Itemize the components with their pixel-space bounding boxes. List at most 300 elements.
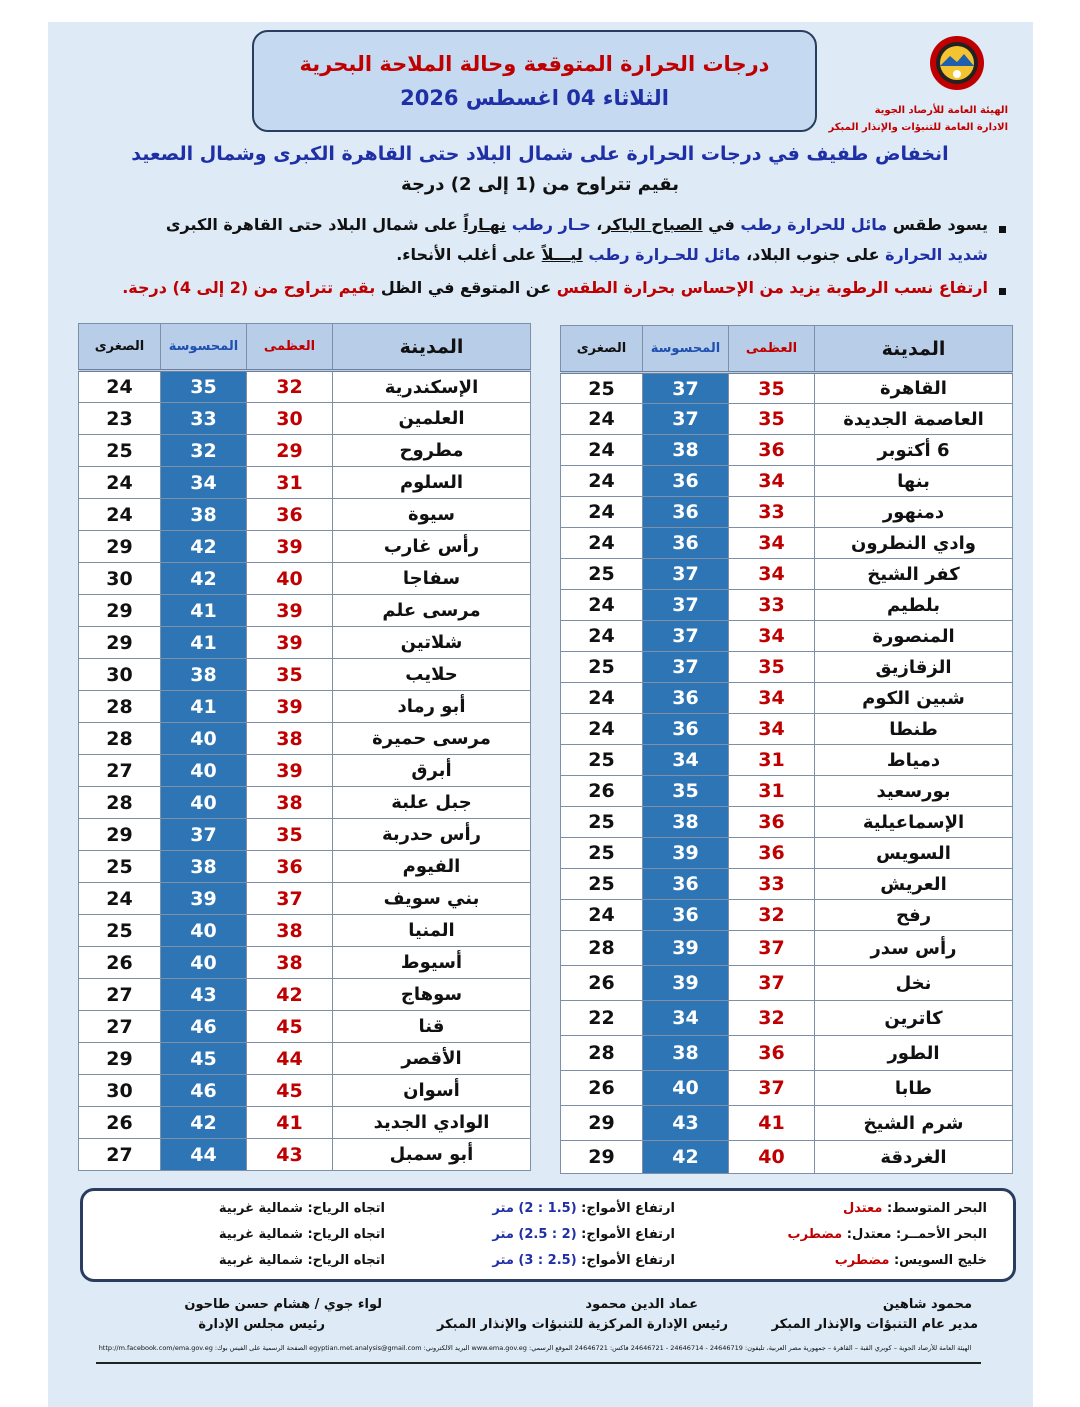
sea-state: معتدل (851, 1227, 892, 1242)
table-body (561, 373, 1013, 1174)
city-cell: الأقصر (333, 1043, 531, 1075)
table-row (561, 1106, 1013, 1141)
marine-wind-suez: اتجاه الرياح: شمالية غربية (218, 1253, 385, 1268)
header-max: العظمى (729, 326, 815, 373)
city-cell: أبرق (333, 755, 531, 787)
feels-like-cell: 38 (161, 851, 247, 883)
feels-like-cell: 36 (643, 528, 729, 559)
max-temp-cell: 45 (247, 1011, 333, 1043)
signature-name-1: محمود شاهين (882, 1297, 972, 1312)
feels-like-cell: 34 (643, 1001, 729, 1036)
feels-like-cell: 36 (643, 869, 729, 900)
min-temp-cell: 24 (561, 714, 643, 745)
max-temp-cell: 37 (729, 966, 815, 1001)
min-temp-cell: 24 (79, 499, 161, 531)
feels-like-cell: 38 (643, 1036, 729, 1071)
feels-like-cell: 37 (643, 373, 729, 404)
bullet-text: مائل للحرارة رطب (740, 215, 888, 234)
sea-label: خليج السويس: (889, 1253, 987, 1268)
table-row (561, 776, 1013, 807)
max-temp-cell: 44 (247, 1043, 333, 1075)
feels-like-cell: 39 (643, 931, 729, 966)
table-row (561, 900, 1013, 931)
bullet-line-1 (166, 215, 988, 234)
feels-like-cell: 40 (161, 947, 247, 979)
max-temp-cell: 38 (247, 723, 333, 755)
min-temp-cell: 28 (561, 931, 643, 966)
city-cell: وادي النطرون (815, 528, 1013, 559)
table-row (561, 1036, 1013, 1071)
city-cell: جبل علبة (333, 787, 531, 819)
feels-like-cell: 38 (643, 807, 729, 838)
sea-state-2: مضطرب (834, 1253, 890, 1268)
marine-conditions-box (80, 1188, 1016, 1282)
max-temp-cell: 35 (729, 404, 815, 435)
feels-like-cell: 35 (643, 776, 729, 807)
table-row (561, 966, 1013, 1001)
feels-like-cell: 37 (643, 559, 729, 590)
table-row (79, 403, 531, 435)
min-temp-cell: 29 (79, 531, 161, 563)
max-temp-cell: 40 (247, 563, 333, 595)
feels-like-cell: 42 (161, 1107, 247, 1139)
feels-like-cell: 36 (643, 497, 729, 528)
city-cell: نخل (815, 966, 1013, 1001)
bullet-marker (999, 226, 1006, 233)
city-cell: سيوة (333, 499, 531, 531)
city-cell: العريش (815, 869, 1013, 900)
min-temp-cell: 24 (561, 435, 643, 466)
signature-title-2: رئيس الإدارة المركزية للتنبؤات والإنذار المبكر (437, 1317, 728, 1332)
waves-value: (2 : 2.5) متر (492, 1227, 577, 1242)
bullet-text: على أغلب الأنحاء. (396, 245, 542, 264)
bullet-marker (999, 288, 1006, 295)
table-row (561, 528, 1013, 559)
bullet-text: في (702, 215, 741, 234)
city-cell: أسيوط (333, 947, 531, 979)
city-cell: بورسعيد (815, 776, 1013, 807)
table-row (79, 627, 531, 659)
waves-label: ارتفاع الأمواج: (576, 1227, 675, 1242)
city-cell: الإسماعيلية (815, 807, 1013, 838)
table-row (79, 819, 531, 851)
min-temp-cell: 29 (561, 1141, 643, 1174)
max-temp-cell: 37 (729, 1071, 815, 1106)
city-cell: دمياط (815, 745, 1013, 776)
city-cell: الفيوم (333, 851, 531, 883)
bullet-text: شديد الحرارة (885, 245, 988, 264)
city-cell: السلوم (333, 467, 531, 499)
bullet-text: ارتفاع نسب الرطوبة يزيد من الإحساس بحرارة الطقس (556, 278, 988, 297)
table-row (79, 947, 531, 979)
min-temp-cell: 25 (561, 807, 643, 838)
min-temp-cell: 25 (79, 435, 161, 467)
feels-like-cell: 41 (161, 627, 247, 659)
feels-like-cell: 37 (643, 590, 729, 621)
feels-like-cell: 34 (161, 467, 247, 499)
sea-state: معتدل (842, 1201, 883, 1216)
bullet-text: ليـــلاً (541, 245, 583, 264)
bullet-text: بقيم تتراوح من (2 إلى 4) درجة. (122, 278, 376, 297)
city-cell: حلايب (333, 659, 531, 691)
bullet-text: عن المتوقع في الظل (375, 278, 557, 297)
city-cell: كفر الشيخ (815, 559, 1013, 590)
min-temp-cell: 24 (79, 467, 161, 499)
city-cell: الإسكندرية (333, 371, 531, 403)
feels-like-cell: 36 (643, 900, 729, 931)
table-row (79, 1075, 531, 1107)
city-cell: العلمين (333, 403, 531, 435)
temperature-table-right (560, 325, 1013, 1174)
max-temp-cell: 32 (729, 1001, 815, 1036)
signature-name-2: عماد الدين محمود (585, 1297, 698, 1312)
header-feel: المحسوسة (643, 326, 729, 373)
sea-label: البحر المتوسط: (882, 1201, 987, 1216)
table-row (79, 371, 531, 403)
table-row (561, 869, 1013, 900)
table-row (79, 1011, 531, 1043)
city-cell: القاهرة (815, 373, 1013, 404)
min-temp-cell: 26 (79, 947, 161, 979)
max-temp-cell: 35 (247, 819, 333, 851)
max-temp-cell: 36 (729, 807, 815, 838)
table-row (561, 683, 1013, 714)
min-temp-cell: 27 (79, 755, 161, 787)
feels-like-cell: 34 (643, 745, 729, 776)
bullet-text: ، (590, 215, 603, 234)
feels-like-cell: 37 (643, 652, 729, 683)
marine-sea-suez (835, 1253, 987, 1268)
max-temp-cell: 33 (729, 590, 815, 621)
bulletin-date: الثلاثاء 04 اغسطس 2026 (400, 86, 669, 110)
city-cell: رفح (815, 900, 1013, 931)
city-cell: الطور (815, 1036, 1013, 1071)
feels-like-cell: 41 (161, 595, 247, 627)
feels-like-cell: 44 (161, 1139, 247, 1171)
feels-like-cell: 38 (643, 435, 729, 466)
feels-like-cell: 46 (161, 1011, 247, 1043)
table-row (561, 404, 1013, 435)
max-temp-cell: 39 (247, 691, 333, 723)
table-row (79, 467, 531, 499)
feels-like-cell: 42 (161, 563, 247, 595)
bullet-text: مائل للحـرارة رطب (588, 245, 741, 264)
min-temp-cell: 30 (79, 563, 161, 595)
max-temp-cell: 40 (729, 1141, 815, 1174)
feels-like-cell: 39 (643, 966, 729, 1001)
table-row (79, 723, 531, 755)
min-temp-cell: 25 (561, 373, 643, 404)
min-temp-cell: 29 (79, 819, 161, 851)
feels-like-cell: 43 (643, 1106, 729, 1141)
max-temp-cell: 34 (729, 621, 815, 652)
city-cell: مطروح (333, 435, 531, 467)
max-temp-cell: 39 (247, 627, 333, 659)
header-city: المدينة (815, 326, 1013, 373)
min-temp-cell: 26 (561, 966, 643, 1001)
feels-like-cell: 37 (643, 621, 729, 652)
table-row (79, 563, 531, 595)
city-cell: رأس غارب (333, 531, 531, 563)
table-row (79, 755, 531, 787)
feels-like-cell: 40 (161, 755, 247, 787)
city-cell: العاصمة الجديدة (815, 404, 1013, 435)
max-temp-cell: 42 (247, 979, 333, 1011)
max-temp-cell: 39 (247, 595, 333, 627)
forecast-subline: بقيم تتراوح من (1 إلى 2) درجة (401, 174, 679, 195)
city-cell: المنيا (333, 915, 531, 947)
city-cell: طنطا (815, 714, 1013, 745)
forecast-headline: انخفاض طفيف في درجات الحرارة على شمال البلاد حتى القاهرة الكبرى وشمال الصعيد (131, 143, 949, 165)
city-cell: الغردقة (815, 1141, 1013, 1174)
max-temp-cell: 38 (247, 787, 333, 819)
feels-like-cell: 39 (161, 883, 247, 915)
city-cell: سفاجا (333, 563, 531, 595)
max-temp-cell: 36 (729, 838, 815, 869)
signature-title-3: رئيس مجلس الإدارة (198, 1317, 325, 1332)
city-cell: مرسى علم (333, 595, 531, 627)
marine-sea-med (843, 1201, 987, 1216)
table-row (561, 590, 1013, 621)
table-row (561, 931, 1013, 966)
min-temp-cell: 24 (561, 900, 643, 931)
feels-like-cell: 39 (643, 838, 729, 869)
table-row (79, 915, 531, 947)
min-temp-cell: 30 (79, 659, 161, 691)
table-row (561, 435, 1013, 466)
feels-like-cell: 33 (161, 403, 247, 435)
min-temp-cell: 25 (561, 559, 643, 590)
min-temp-cell: 26 (561, 1071, 643, 1106)
feels-like-cell: 40 (161, 787, 247, 819)
ema-logo-icon (928, 34, 986, 92)
table-row (79, 595, 531, 627)
max-temp-cell: 35 (729, 373, 815, 404)
marine-waves-med (492, 1201, 675, 1216)
min-temp-cell: 24 (561, 528, 643, 559)
city-cell: أسوان (333, 1075, 531, 1107)
min-temp-cell: 28 (561, 1036, 643, 1071)
max-temp-cell: 31 (247, 467, 333, 499)
feels-like-cell: 41 (161, 691, 247, 723)
bullet-text: الصباح الباكر (602, 215, 703, 234)
min-temp-cell: 30 (79, 1075, 161, 1107)
min-temp-cell: 24 (561, 404, 643, 435)
max-temp-cell: 36 (247, 499, 333, 531)
feels-like-cell: 43 (161, 979, 247, 1011)
min-temp-cell: 24 (79, 883, 161, 915)
bullet-text: حـار رطب (511, 215, 591, 234)
table-row (79, 787, 531, 819)
city-cell: الزقازيق (815, 652, 1013, 683)
max-temp-cell: 34 (729, 683, 815, 714)
max-temp-cell: 34 (729, 714, 815, 745)
table-row (79, 531, 531, 563)
table-row (561, 838, 1013, 869)
table-row (561, 559, 1013, 590)
bullet-text: يسود طقس (887, 215, 988, 234)
city-cell: شلاتين (333, 627, 531, 659)
city-cell: طابا (815, 1071, 1013, 1106)
min-temp-cell: 27 (79, 979, 161, 1011)
city-cell: دمنهور (815, 497, 1013, 528)
temperature-table-left (78, 323, 531, 1171)
header-feel: المحسوسة (161, 324, 247, 371)
min-temp-cell: 24 (561, 466, 643, 497)
min-temp-cell: 28 (79, 691, 161, 723)
table-row (79, 979, 531, 1011)
min-temp-cell: 24 (561, 590, 643, 621)
feels-like-cell: 37 (161, 819, 247, 851)
max-temp-cell: 33 (729, 869, 815, 900)
marine-sea-red (788, 1227, 987, 1242)
table-row (561, 1141, 1013, 1174)
max-temp-cell: 33 (729, 497, 815, 528)
sea-state-2: مضطرب (787, 1227, 843, 1242)
max-temp-cell: 43 (247, 1139, 333, 1171)
header-min: الصغرى (79, 324, 161, 371)
waves-value: (2.5 : 3) متر (492, 1253, 577, 1268)
city-cell: شرم الشيخ (815, 1106, 1013, 1141)
table-row (561, 466, 1013, 497)
min-temp-cell: 25 (561, 869, 643, 900)
table-row (79, 1043, 531, 1075)
city-cell: بنها (815, 466, 1013, 497)
city-cell: السويس (815, 838, 1013, 869)
header-max: العظمى (247, 324, 333, 371)
city-cell: أبو سمبل (333, 1139, 531, 1171)
marine-wind-med: اتجاه الرياح: شمالية غربية (218, 1201, 385, 1216)
feels-like-cell: 40 (643, 1071, 729, 1106)
min-temp-cell: 25 (79, 915, 161, 947)
min-temp-cell: 29 (79, 627, 161, 659)
feels-like-cell: 37 (643, 404, 729, 435)
max-temp-cell: 34 (729, 528, 815, 559)
city-cell: بلطيم (815, 590, 1013, 621)
max-temp-cell: 38 (247, 947, 333, 979)
table-header-row (79, 324, 531, 371)
max-temp-cell: 41 (729, 1106, 815, 1141)
max-temp-cell: 36 (729, 1036, 815, 1071)
bullet-text: على شمال البلاد حتى القاهرة الكبرى (165, 215, 464, 234)
min-temp-cell: 24 (561, 621, 643, 652)
max-temp-cell: 31 (729, 745, 815, 776)
city-cell: المنصورة (815, 621, 1013, 652)
feels-like-cell: 36 (643, 714, 729, 745)
table-row (561, 1001, 1013, 1036)
sea-label: البحر الأحمــر: (891, 1227, 987, 1242)
marine-wind-red: اتجاه الرياح: شمالية غربية (218, 1227, 385, 1242)
table-row (561, 807, 1013, 838)
feels-like-cell: 36 (643, 683, 729, 714)
city-cell: شبين الكوم (815, 683, 1013, 714)
city-cell: بني سويف (333, 883, 531, 915)
table-row (561, 652, 1013, 683)
table-row (561, 745, 1013, 776)
bullet-text: نهـاراً (463, 215, 507, 234)
min-temp-cell: 25 (79, 851, 161, 883)
max-temp-cell: 36 (247, 851, 333, 883)
feels-like-cell: 42 (161, 531, 247, 563)
bullet-line-2 (396, 245, 988, 264)
table-row (561, 621, 1013, 652)
min-temp-cell: 24 (561, 497, 643, 528)
feels-like-cell: 32 (161, 435, 247, 467)
max-temp-cell: 32 (729, 900, 815, 931)
city-cell: رأس حدربة (333, 819, 531, 851)
table-row (561, 497, 1013, 528)
min-temp-cell: 28 (79, 787, 161, 819)
max-temp-cell: 32 (247, 371, 333, 403)
feels-like-cell: 38 (161, 499, 247, 531)
table-row (79, 499, 531, 531)
feels-like-cell: 46 (161, 1075, 247, 1107)
city-cell: مرسى حميرة (333, 723, 531, 755)
min-temp-cell: 24 (79, 371, 161, 403)
feels-like-cell: 38 (161, 659, 247, 691)
min-temp-cell: 27 (79, 1139, 161, 1171)
feels-like-cell: 36 (643, 466, 729, 497)
max-temp-cell: 37 (729, 931, 815, 966)
feels-like-cell: 42 (643, 1141, 729, 1174)
table-body (79, 371, 531, 1171)
table-row (79, 659, 531, 691)
waves-label: ارتفاع الأمواج: (576, 1201, 675, 1216)
min-temp-cell: 28 (79, 723, 161, 755)
min-temp-cell: 25 (561, 745, 643, 776)
table-row (79, 883, 531, 915)
min-temp-cell: 22 (561, 1001, 643, 1036)
max-temp-cell: 31 (729, 776, 815, 807)
org-department: الادارة العامة للتنبؤات والإنذار المبكر (828, 122, 1008, 133)
table-row (79, 1107, 531, 1139)
max-temp-cell: 34 (729, 466, 815, 497)
city-cell: قنا (333, 1011, 531, 1043)
waves-value: (1.5 : 2) متر (492, 1201, 577, 1216)
min-temp-cell: 25 (561, 838, 643, 869)
header-city: المدينة (333, 324, 531, 371)
city-cell: أبو رماد (333, 691, 531, 723)
city-cell: كاترين (815, 1001, 1013, 1036)
city-cell: رأس سدر (815, 931, 1013, 966)
max-temp-cell: 39 (247, 755, 333, 787)
max-temp-cell: 45 (247, 1075, 333, 1107)
marine-waves-suez (492, 1253, 675, 1268)
table-row (561, 373, 1013, 404)
min-temp-cell: 24 (561, 683, 643, 714)
min-temp-cell: 23 (79, 403, 161, 435)
max-temp-cell: 37 (247, 883, 333, 915)
max-temp-cell: 35 (729, 652, 815, 683)
min-temp-cell: 29 (561, 1106, 643, 1141)
max-temp-cell: 34 (729, 559, 815, 590)
table-row (79, 691, 531, 723)
city-cell: الوادي الجديد (333, 1107, 531, 1139)
min-temp-cell: 25 (561, 652, 643, 683)
footer-divider (96, 1362, 981, 1364)
table-row (79, 1139, 531, 1171)
table-row (561, 714, 1013, 745)
feels-like-cell: 45 (161, 1043, 247, 1075)
bullet-line-3 (122, 278, 988, 297)
min-temp-cell: 29 (79, 1043, 161, 1075)
feels-like-cell: 40 (161, 723, 247, 755)
marine-waves-red (492, 1227, 675, 1242)
signature-title-1: مدير عام التنبؤات والإنذار المبكر (771, 1317, 978, 1332)
max-temp-cell: 29 (247, 435, 333, 467)
min-temp-cell: 26 (561, 776, 643, 807)
table-header-row (561, 326, 1013, 373)
